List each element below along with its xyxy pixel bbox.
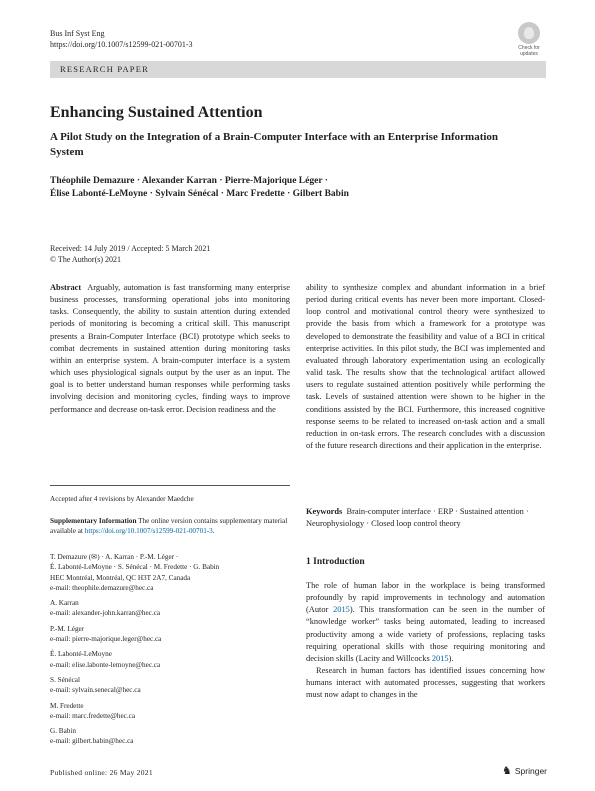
intro-text: The role of human labor in the workplace is being transformed profoundly by rapid improvements in technology and automation (Autor (306, 581, 545, 615)
journal-name: Bus Inf Syst Eng (50, 29, 105, 38)
affiliation-line: É. Labonté-LeMoyne (50, 650, 112, 659)
supplementary-note (50, 516, 290, 537)
crossmark-label: Check for updates (518, 45, 540, 57)
affiliation-line: T. Demazure (✉) · A. Karran · P.-M. Léger · (50, 553, 179, 561)
author-line: Théophile Demazure · Alexander Karran · Pierre-Majorique Léger · (50, 176, 328, 186)
abstract-heading: Abstract (50, 283, 82, 292)
intro-paragraph: Research in human factors has identified issues concerning how humans interact with automated processes, suggesting that workers must now adapt to changes in the (306, 666, 545, 700)
affiliation-line: A. Karran (50, 599, 79, 608)
affiliation-entry (50, 624, 295, 645)
supplementary-text: The online version contains supplementary material available at (50, 517, 288, 536)
received-accepted-dates: Received: 14 July 2019 / Accepted: 5 March 2021 (50, 244, 211, 253)
supplementary-link[interactable]: https://doi.org/10.1007/s12599-021-00701-3 (84, 527, 213, 536)
email-link[interactable]: e-mail: pierre-majorique.leger@hec.ca (50, 635, 162, 644)
citation-link[interactable]: 2015 (333, 605, 350, 615)
affiliation-entry (50, 726, 295, 747)
published-online: Published online: 26 May 2021 (50, 768, 153, 777)
journal-header (50, 28, 193, 50)
affiliation-line: M. Fredette (50, 701, 84, 710)
affiliation-entry (50, 649, 295, 670)
intro-text: ). (448, 653, 454, 663)
crossmark-badge[interactable] (512, 22, 546, 57)
email-link[interactable]: e-mail: marc.fredette@hec.ca (50, 711, 136, 720)
springer-horse-icon: ♞ (502, 765, 512, 777)
intro-text: ). This transformation can be seen in the number of “knowledge worker” tasks being automated, leading to increased productivity among a wide variety of professions, replacing tasks requiring operational skills with those requiring monitoring and decision skills (Lacity and Willcocks (306, 605, 546, 663)
article-subtitle: A Pilot Study on the Integration of a Brain-Computer Interface with an Enterprise Information System (50, 131, 499, 158)
accepted-note: Accepted after 4 revisions by Alexander Maedche (50, 495, 194, 503)
abstract-left-column (50, 282, 290, 416)
affiliation-line: P.-M. Léger (50, 624, 85, 633)
email-link[interactable]: e-mail: elise.labonte-lemoyne@hec.ca (50, 660, 161, 669)
crossmark-icon (518, 22, 540, 44)
publisher-logo (502, 766, 547, 776)
article-type-label: RESEARCH PAPER (60, 64, 149, 74)
affiliation-entry (50, 552, 295, 593)
email-link[interactable]: e-mail: gilbert.babin@hec.ca (50, 737, 134, 746)
email-link[interactable]: e-mail: alexander-john.karran@hec.ca (50, 609, 161, 618)
affiliations-block (50, 552, 295, 752)
affiliation-line: É. Labonté-LeMoyne · S. Sénécal · M. Fredette · G. Babin (50, 563, 220, 572)
affiliation-line: S. Sénécal (50, 675, 80, 684)
affiliation-entry (50, 598, 295, 619)
intro-paragraph (306, 580, 545, 665)
abstract-right-column (306, 282, 545, 452)
keywords-text: Brain-computer interface · ERP · Sustained attention · Neurophysiology · Closed loop control theory (306, 507, 529, 529)
doi-link[interactable]: https://doi.org/10.1007/s12599-021-00701-3 (50, 40, 193, 49)
email-link[interactable]: e-mail: sylvain.senecal@hec.ca (50, 686, 141, 695)
affiliation-entry (50, 701, 295, 722)
footnote-divider (50, 485, 290, 486)
supplementary-end: . (212, 527, 215, 536)
affiliation-entry (50, 675, 295, 696)
article-type-banner (50, 61, 546, 78)
article-dates (50, 243, 210, 265)
author-list (50, 175, 550, 201)
publisher-name: Springer (514, 766, 548, 776)
article-title: Enhancing Sustained Attention (50, 104, 263, 121)
keywords-block (306, 506, 545, 530)
email-link[interactable]: e-mail: theophile.demazure@hec.ca (50, 583, 154, 592)
section-heading: 1 Introduction (306, 557, 365, 567)
abstract-text-right: ability to synthesize complex and abundant information in a brief period during critical events has never been more important. Closed-loop control and motivational control theory were synthesized to provide the basis from which a framework for a prototype was developed to demonstrate the feasibility and value of a BCI in critical enterprise activities. In this pilot study, the BCI was implemented and evaluated through laboratory experimentation using an ecologically valid task. The results show that the technological artifact allowed users to regulate sustained attention positively while performing the task. Levels of sustained attention were shown to be higher in the conditions assisted by the BCI. Furthermore, this increased cognitive response seems to be related to increased on-task action and a small reduction in on-task errors. The research concludes with a discussion of the future research directions and their application in the enterprise. (306, 283, 545, 451)
citation-link[interactable]: 2015 (431, 653, 449, 663)
introduction-text (306, 580, 545, 702)
abstract-text-left: Arguably, automation is fast transforming many enterprise business processes, transforming operational jobs into monitoring tasks. Consequently, the ability to sustain attention during extended periods of monitoring is becoming a critical skill. This manuscript presents a Brain-Computer Interface (BCI) prototype which seeks to combat decrements in sustained attention during monitoring tasks within an enterprise system. A brain-computer interface is a system which uses physiological signals output by the user as an input. The goal is to better understand human responses while performing tasks involving decision and monitoring cycles, finding ways to improve performance and decrease on-task error. Decision readiness and the (50, 283, 290, 414)
copyright-line: © The Author(s) 2021 (50, 255, 122, 264)
keywords-heading: Keywords (306, 507, 343, 516)
affiliation-line: HEC Montréal, Montréal, QC H3T 2A7, Canada (50, 573, 191, 582)
supplementary-heading: Supplementary Information (50, 517, 137, 525)
author-line: Élise Labonté-LeMoyne · Sylvain Sénécal · Marc Fredette · Gilbert Babin (50, 189, 349, 199)
affiliation-line: G. Babin (50, 727, 76, 736)
